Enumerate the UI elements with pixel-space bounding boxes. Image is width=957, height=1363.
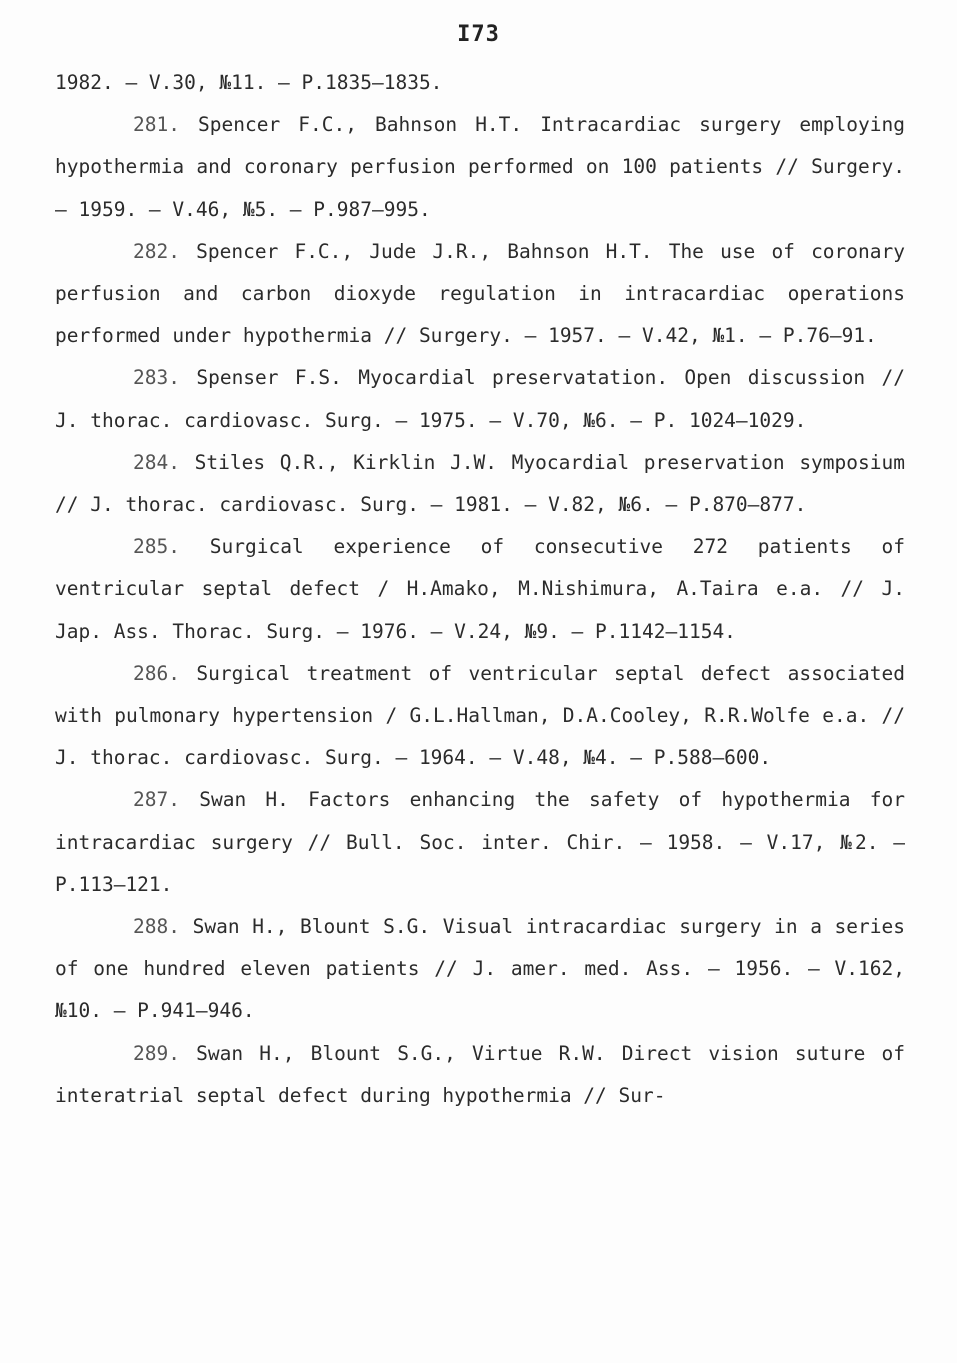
reference-text: Spencer F.C., Jude J.R., Bahnson H.T. The use of coronary perfusion and carbon dioxyde regulation in intracardiac operations performed under hypothermia // Surgery. – 1957. – V.42, №1. – P.76–91. — [55, 239, 905, 348]
reference-number: 283. — [133, 366, 180, 390]
reference-number: 288. — [133, 915, 180, 939]
page-number: I73 — [457, 22, 500, 47]
continuation-line: 1982. – V.30, №11. – P.1835–1835. — [55, 71, 443, 94]
reference-text: Swan H., Blount S.G. Visual intracardiac surgery in a series of one hundred eleven patients // J. amer. med. Ass. – 1956. – V.162, №10. – P.941–946. — [55, 915, 905, 1023]
reference-text: Swan H., Blount S.G., Virtue R.W. Direct vision suture of interatrial septal defect during hypothermia // Sur- — [55, 1041, 905, 1107]
reference-text: Surgical treatment of ventricular septal defect associated with pulmonary hypertension / G.L.Hallman, D.A.Cooley, R.R.Wolfe e.a. // J. thorac. cardiovasc. Surg. – 1964. – V.48, №4. – P.588–600. — [55, 661, 905, 770]
reference-text: Swan H. Factors enhancing the safety of hypothermia for intracardiac surgery // Bull. Soc. inter. Chir. – 1958. – V.17, №2. – P.113–121. — [55, 788, 905, 896]
reference-entry-283 — [55, 357, 905, 441]
reference-number: 289. — [133, 1041, 180, 1065]
reference-entry-289 — [55, 1033, 905, 1117]
reference-text: Spenser F.S. Myocardial preservatation. Open discussion // J. thorac. cardiovasc. Surg. – 1975. – V.70, №6. – P. 1024–1029. — [55, 366, 905, 432]
reference-number: 285. — [133, 535, 180, 559]
reference-number: 281. — [133, 113, 180, 137]
reference-entry-286 — [55, 653, 905, 780]
reference-text: Spencer F.C., Bahnson H.T. Intracardiac surgery employing hypothermia and coronary perfusion performed on 100 patients // Surgery. – 1959. – V.46, №5. – P.987–995. — [55, 113, 905, 221]
reference-number: 287. — [133, 788, 180, 812]
reference-entry-281 — [55, 104, 905, 231]
bibliography-body — [55, 62, 905, 1117]
reference-text: Surgical experience of consecutive 272 patients of ventricular septal defect / H.Amako, M.Nishimura, A.Taira e.a. // J. Jap. Ass. Thorac. Surg. – 1976. – V.24, №9. – P.1142–1154. — [55, 535, 905, 643]
reference-text: Stiles Q.R., Kirklin J.W. Myocardial preservation symposium // J. thorac. cardiovasc. Surg. – 1981. – V.82, №6. – P.870–877. — [55, 450, 905, 517]
reference-number: 282. — [133, 239, 180, 263]
reference-entry-287 — [55, 779, 905, 906]
reference-entry-285 — [55, 526, 905, 653]
reference-entry-288 — [55, 906, 905, 1033]
reference-number: 284. — [133, 450, 180, 474]
reference-entry-282 — [55, 231, 905, 358]
reference-entry-284 — [55, 442, 905, 526]
reference-number: 286. — [133, 661, 180, 685]
